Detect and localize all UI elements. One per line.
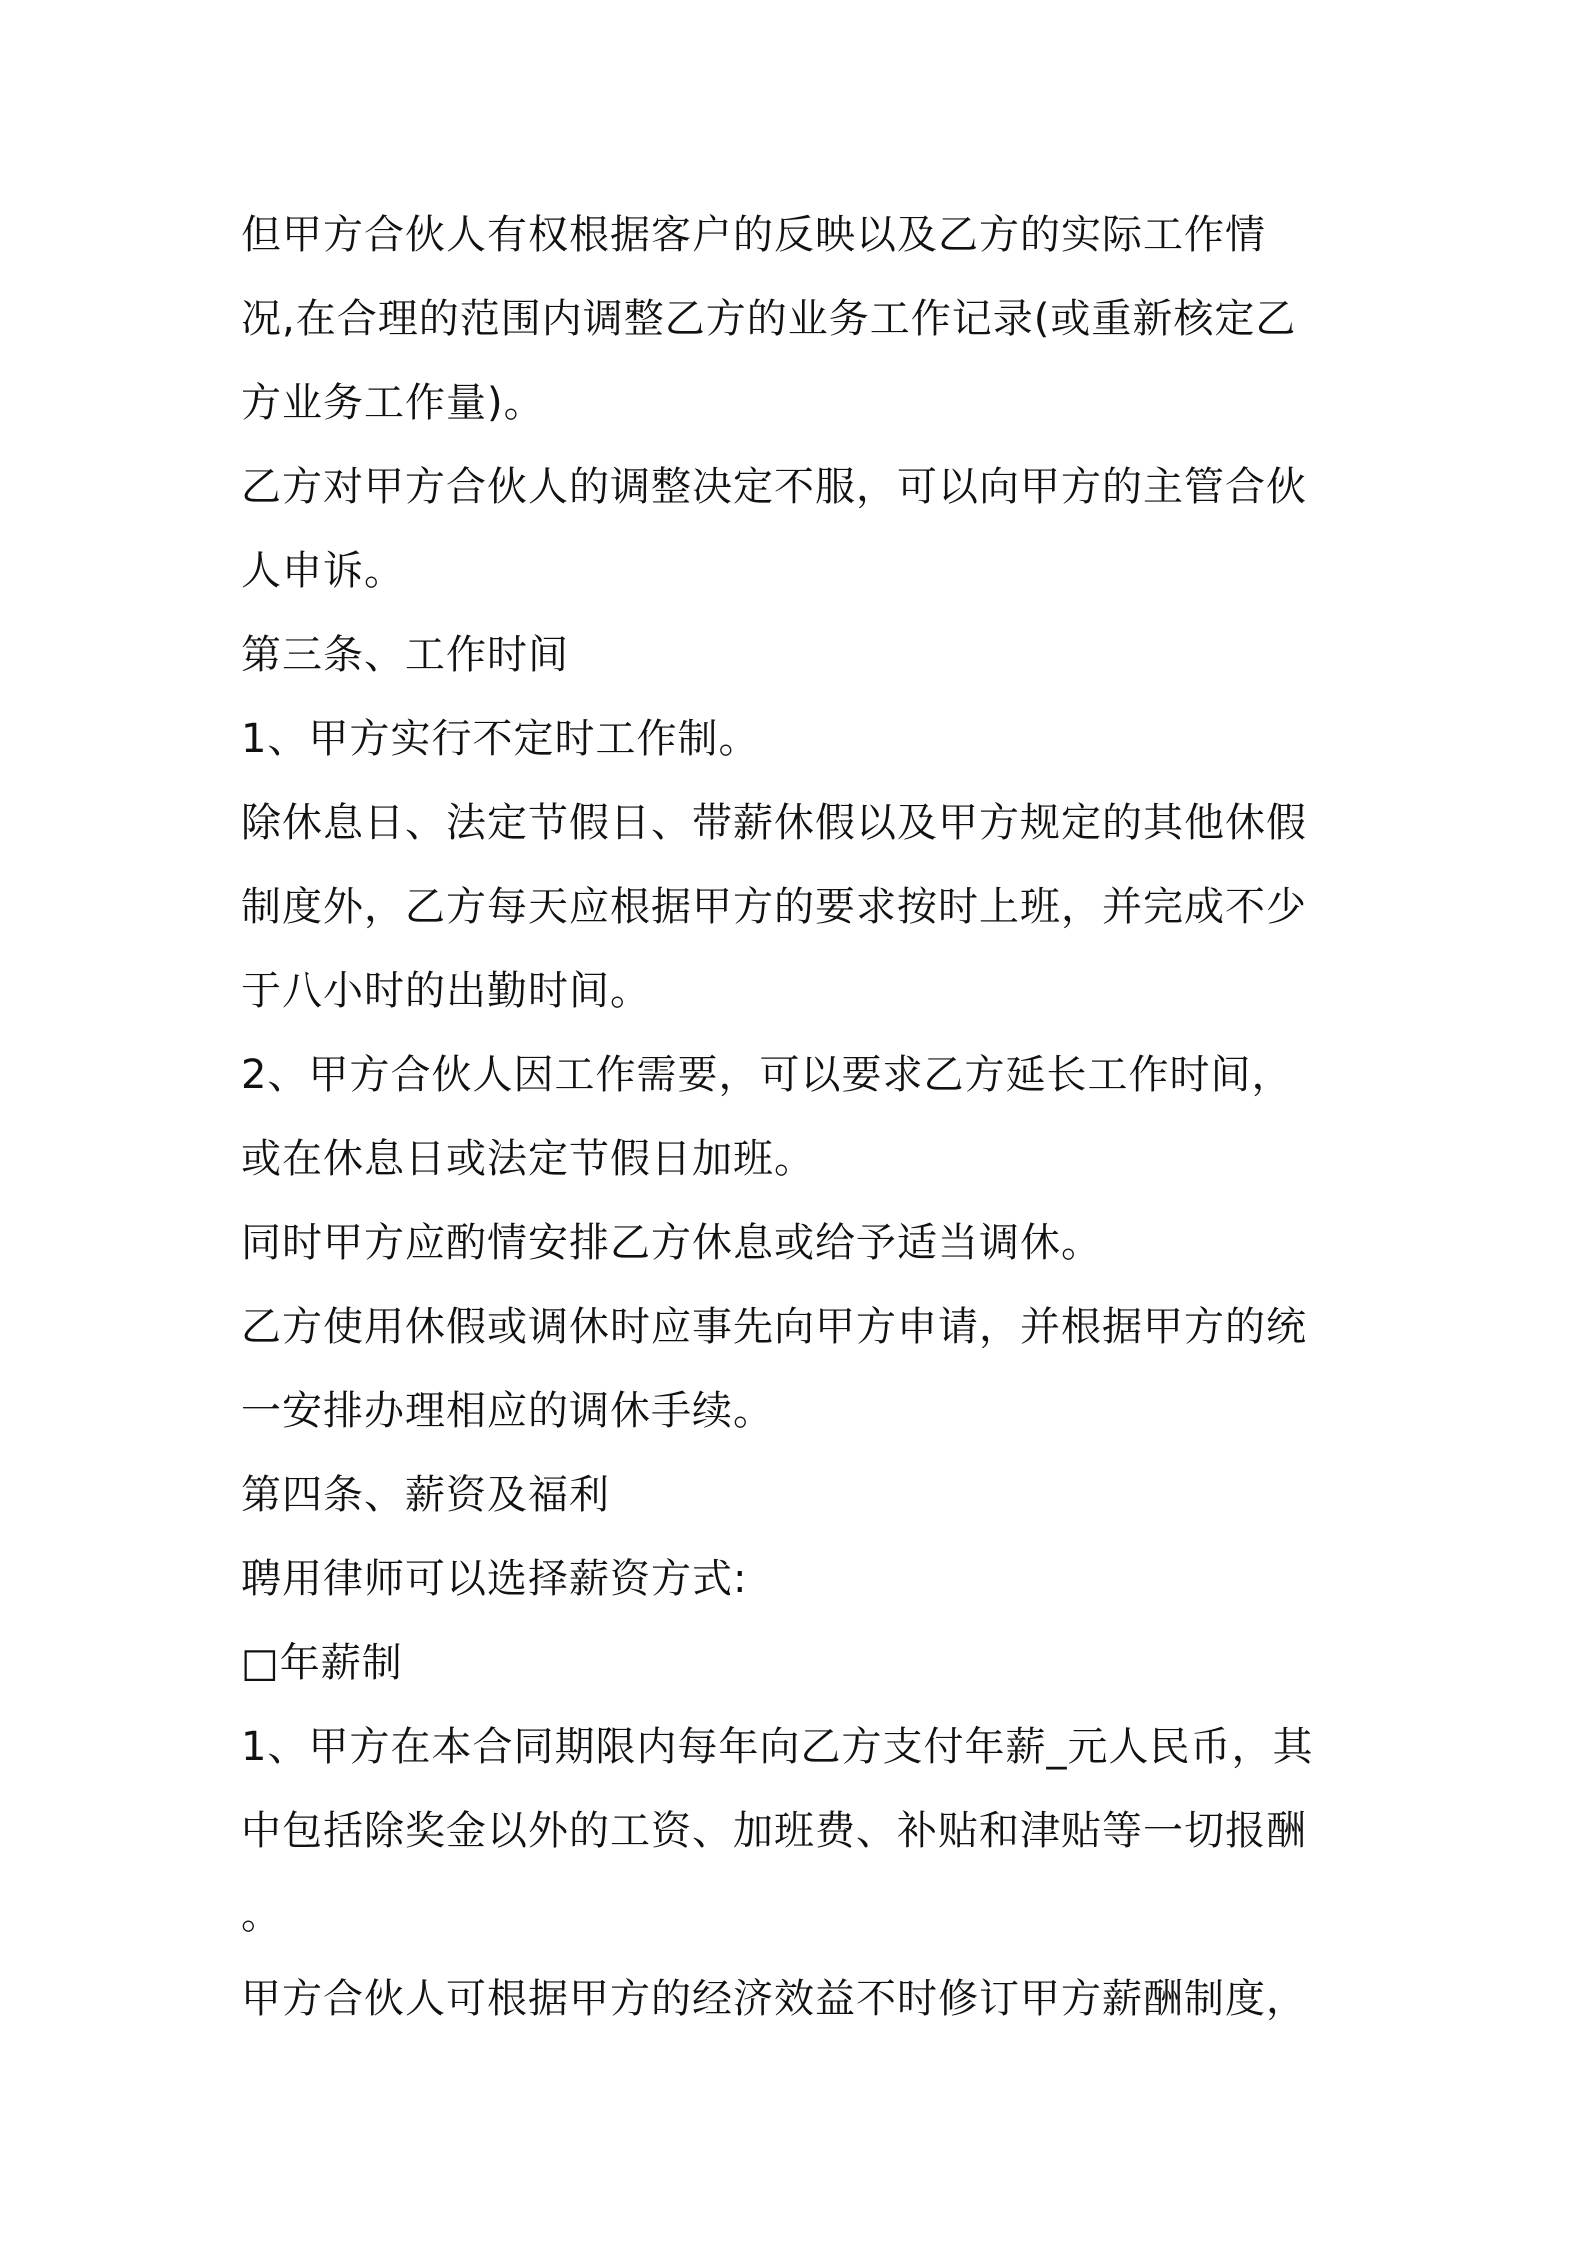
section-heading: 第三条、工作时间 (241, 632, 569, 678)
text-line: 一安排办理相应的调休手续。 (241, 1388, 774, 1434)
text-line: 1、甲方在本合同期限内每年向乙方支付年薪_元人民币，其 (241, 1724, 1314, 1770)
text-line: 。 (241, 1892, 282, 1938)
checkbox-option-line: □年薪制 (241, 1640, 403, 1686)
text-line: 1、甲方实行不定时工作制。 (241, 716, 760, 762)
text-line: 中包括除奖金以外的工资、加班费、补贴和津贴等一切报酬 (241, 1808, 1307, 1854)
text-line: 除休息日、法定节假日、带薪休假以及甲方规定的其他休假 (241, 800, 1307, 846)
text-line: 2、甲方合伙人因工作需要，可以要求乙方延长工作时间， (241, 1052, 1293, 1098)
text-line: 甲方合伙人可根据甲方的经济效益不时修订甲方薪酬制度， (241, 1976, 1307, 2022)
document-body (241, 193, 1361, 2041)
text-line: 聘用律师可以选择薪资方式: (241, 1556, 748, 1602)
text-line: 方业务工作量)。 (241, 380, 545, 426)
section-heading: 第四条、薪资及福利 (241, 1472, 610, 1518)
text-line: 同时甲方应酌情安排乙方休息或给予适当调休。 (241, 1220, 1102, 1266)
text-line: 但甲方合伙人有权根据客户的反映以及乙方的实际工作情 (241, 212, 1266, 258)
text-line: 制度外，乙方每天应根据甲方的要求按时上班，并完成不少 (241, 884, 1307, 930)
text-line: 乙方使用休假或调休时应事先向甲方申请，并根据甲方的统 (241, 1304, 1307, 1350)
text-line: 或在休息日或法定节假日加班。 (241, 1136, 815, 1182)
text-line: 人申诉。 (241, 548, 405, 594)
text-line: 况,在合理的范围内调整乙方的业务工作记录(或重新核定乙 (241, 296, 1297, 342)
text-line: 于八小时的出勤时间。 (241, 968, 651, 1014)
text-line: 乙方对甲方合伙人的调整决定不服，可以向甲方的主管合伙 (241, 464, 1307, 510)
